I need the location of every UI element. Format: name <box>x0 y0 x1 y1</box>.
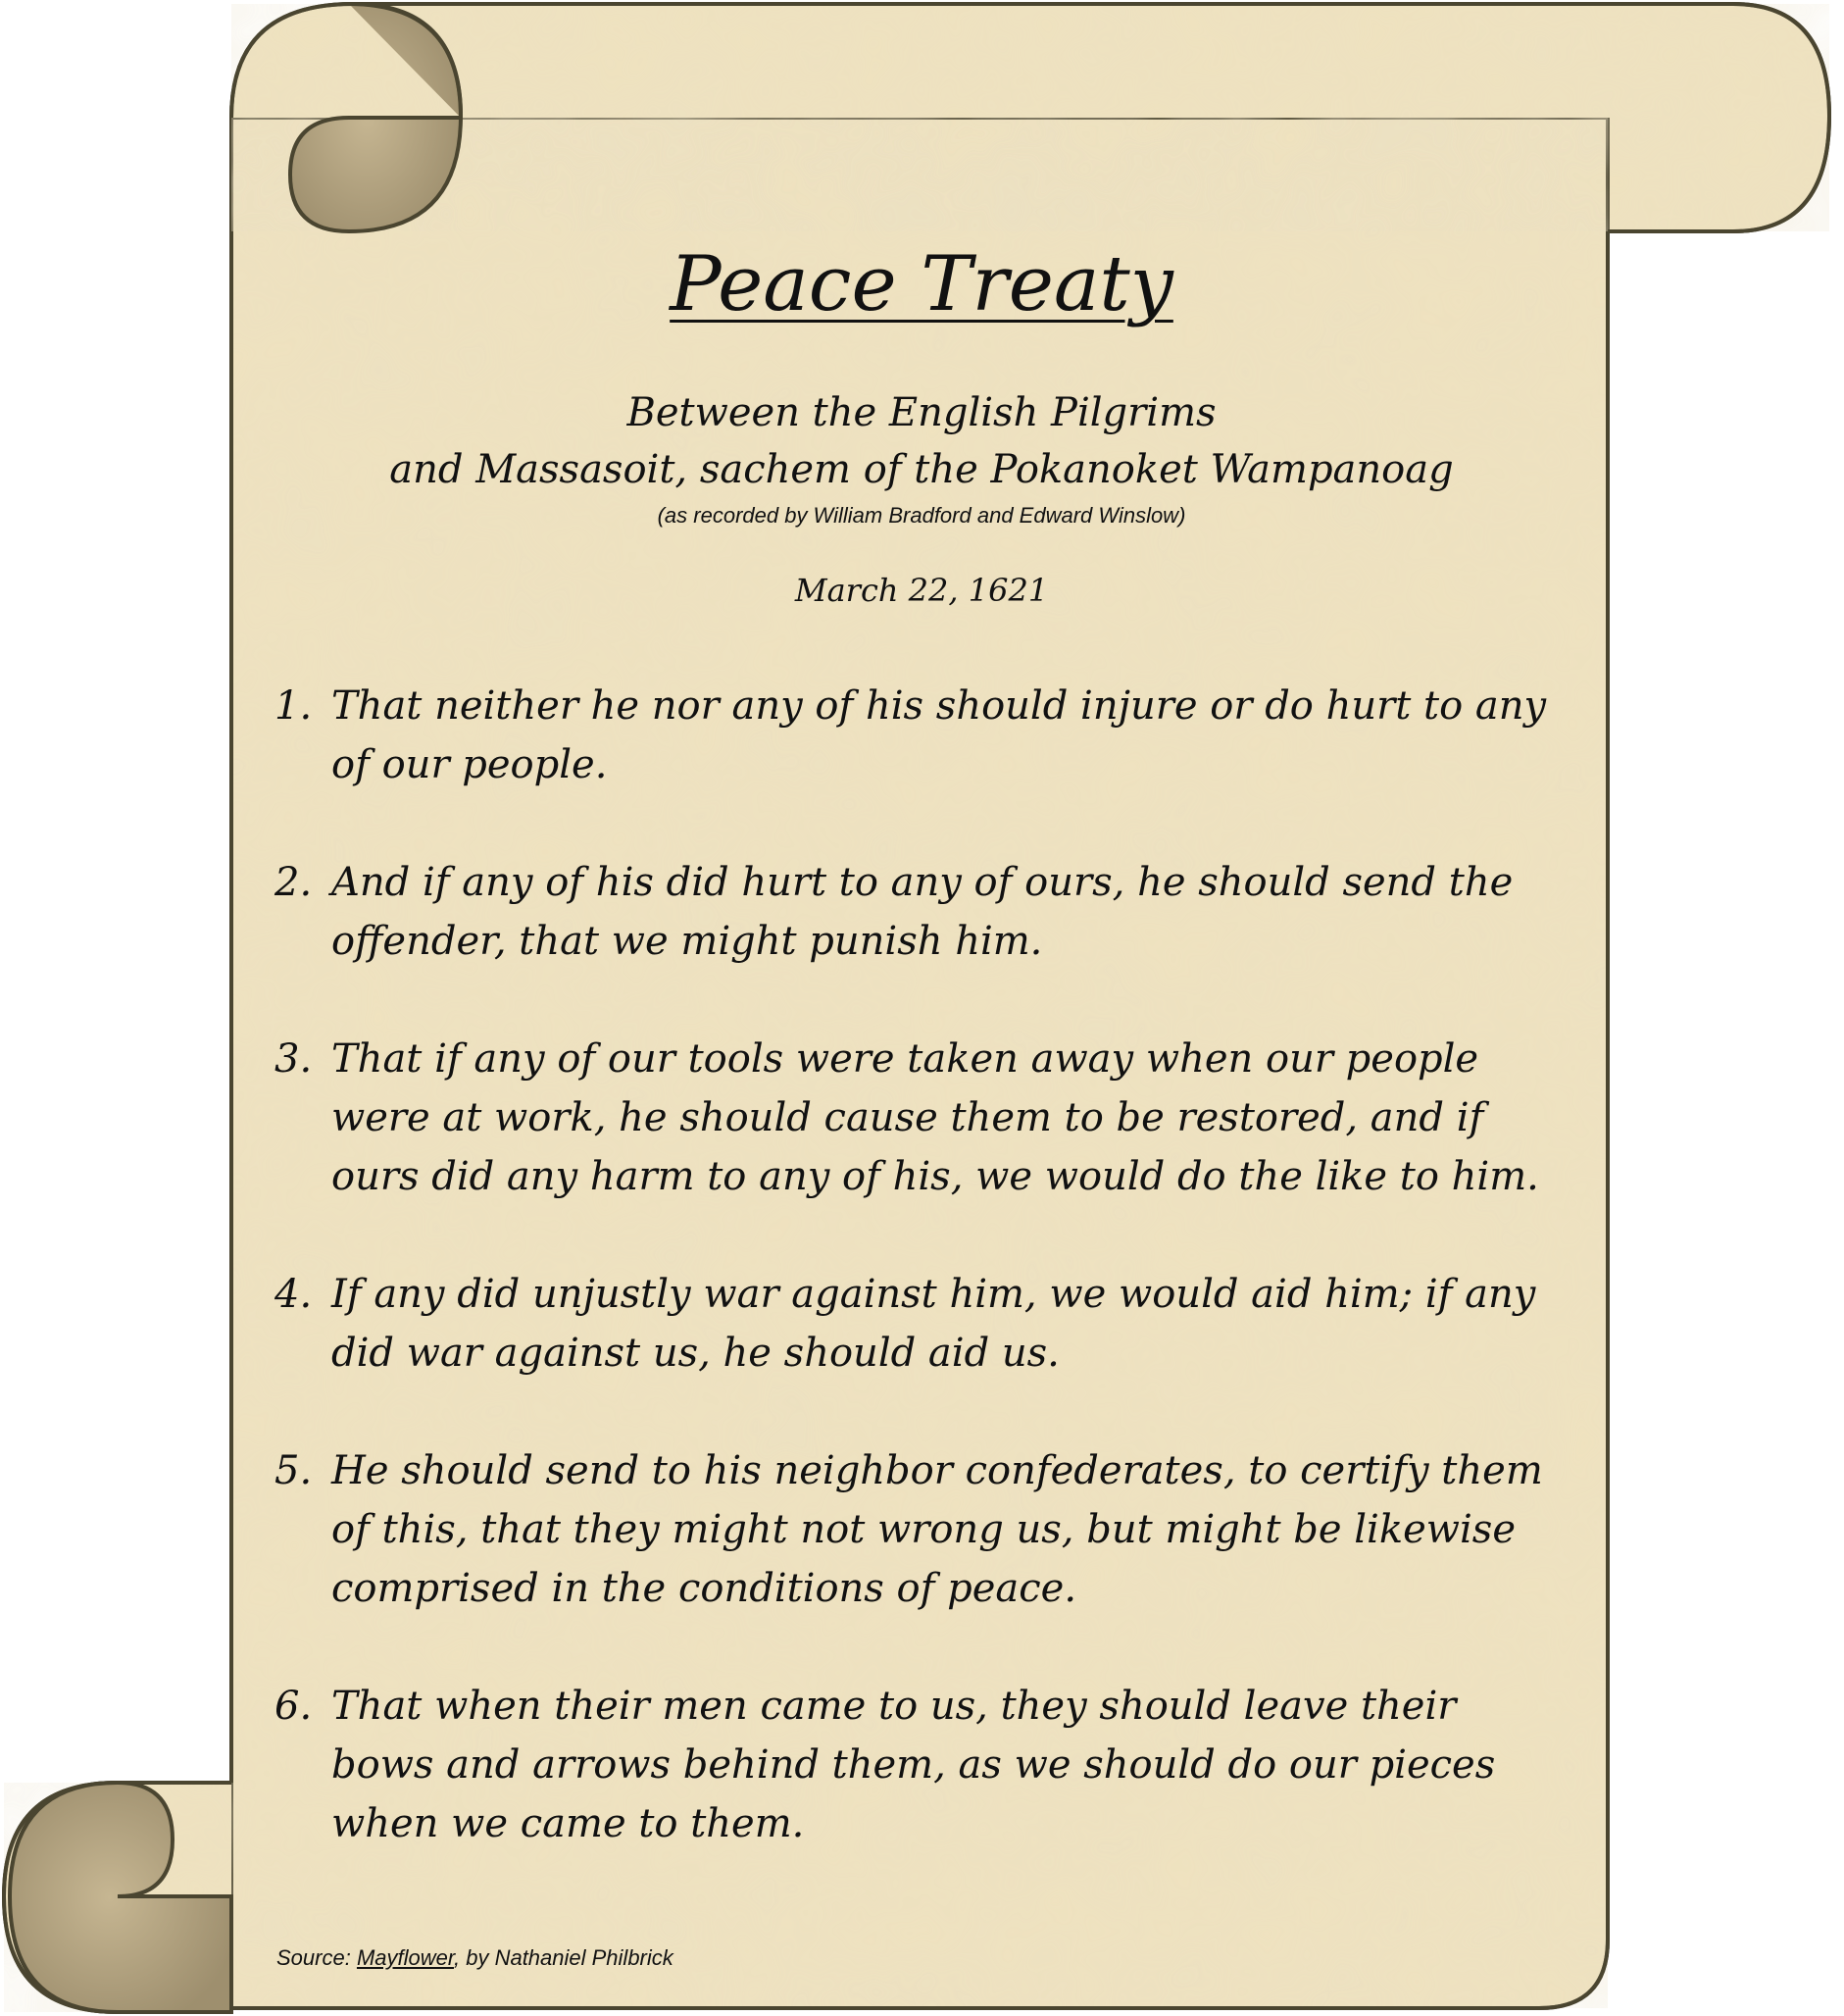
page-title: Peace Treaty <box>670 240 1173 328</box>
treaty-term <box>274 1030 1569 1206</box>
term-text: If any did unjustly war against him, we would aid him; if any did war against us, he should aid us. <box>331 1272 1536 1376</box>
treaty-term <box>274 677 1569 794</box>
term-text: And if any of his did hurt to any of ours, he should send the offender, that we might punish him. <box>331 860 1514 964</box>
term-number: 3. <box>274 1036 313 1082</box>
source-author: , by Nathaniel Philbrick <box>454 1945 673 1970</box>
treaty-terms-list <box>274 677 1569 1912</box>
term-number: 4. <box>274 1272 313 1317</box>
treaty-term <box>274 1441 1569 1618</box>
term-number: 6. <box>274 1684 313 1729</box>
term-number: 1. <box>274 683 313 729</box>
source-book-title: Mayflower <box>356 1945 454 1970</box>
subtitle-line-1: Between the English Pilgrims <box>626 390 1217 435</box>
treaty-term <box>274 1265 1569 1383</box>
term-text: That when their men came to us, they should leave their bows and arrows behind them, as we should do our pieces when we came to them. <box>331 1684 1496 1846</box>
source-citation <box>276 1944 673 1972</box>
term-text: That neither he nor any of his should injure or do hurt to any of our people. <box>331 683 1547 787</box>
treaty-document <box>235 0 1608 2016</box>
term-text: He should send to his neighbor confederates, to certify them of this, that they might not wrong us, but might be likewise comprised in the conditions of peace. <box>331 1448 1543 1611</box>
term-number: 5. <box>274 1448 313 1493</box>
treaty-date: March 22, 1621 <box>794 572 1049 609</box>
subtitle-line-2: and Massasoit, sachem of the Pokanoket Wampanoag <box>389 447 1454 492</box>
treaty-term <box>274 853 1569 971</box>
term-text: That if any of our tools were taken away when our people were at work, he should cause them to be restored, and if ours did any harm to any of his, we would do the like to him. <box>331 1036 1539 1199</box>
term-number: 2. <box>274 860 313 905</box>
treaty-term <box>274 1677 1569 1853</box>
recorded-by-note: (as recorded by William Bradford and Edward Winslow) <box>657 503 1186 528</box>
source-prefix: Source: <box>276 1945 351 1970</box>
